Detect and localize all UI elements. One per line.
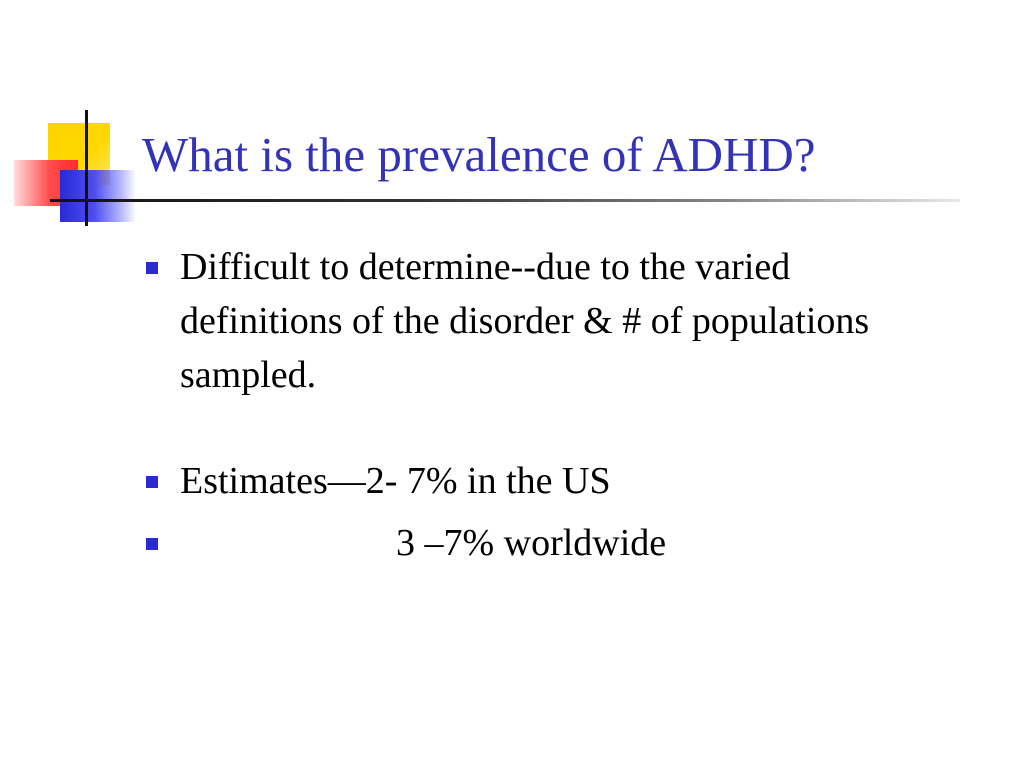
bullet-text: Difficult to determine--due to the varied definitions of the disorder & # of populations sampled. <box>180 246 870 396</box>
bullet-item <box>142 454 942 508</box>
bullet-item <box>142 240 942 402</box>
decorative-blue-square <box>60 170 136 222</box>
title-underline <box>50 199 960 202</box>
bullet-text: Estimates—2- 7% in the US <box>180 460 611 502</box>
bullet-list <box>142 240 942 570</box>
decorative-vertical-line <box>85 110 88 226</box>
bullet-square-icon <box>146 538 158 550</box>
bullet-square-icon <box>146 476 158 488</box>
bullet-text: 3 –7% worldwide <box>396 522 667 564</box>
bullet-square-icon <box>146 262 158 274</box>
slide-title: What is the prevalence of ADHD? <box>142 127 816 182</box>
bullet-item <box>142 516 942 570</box>
